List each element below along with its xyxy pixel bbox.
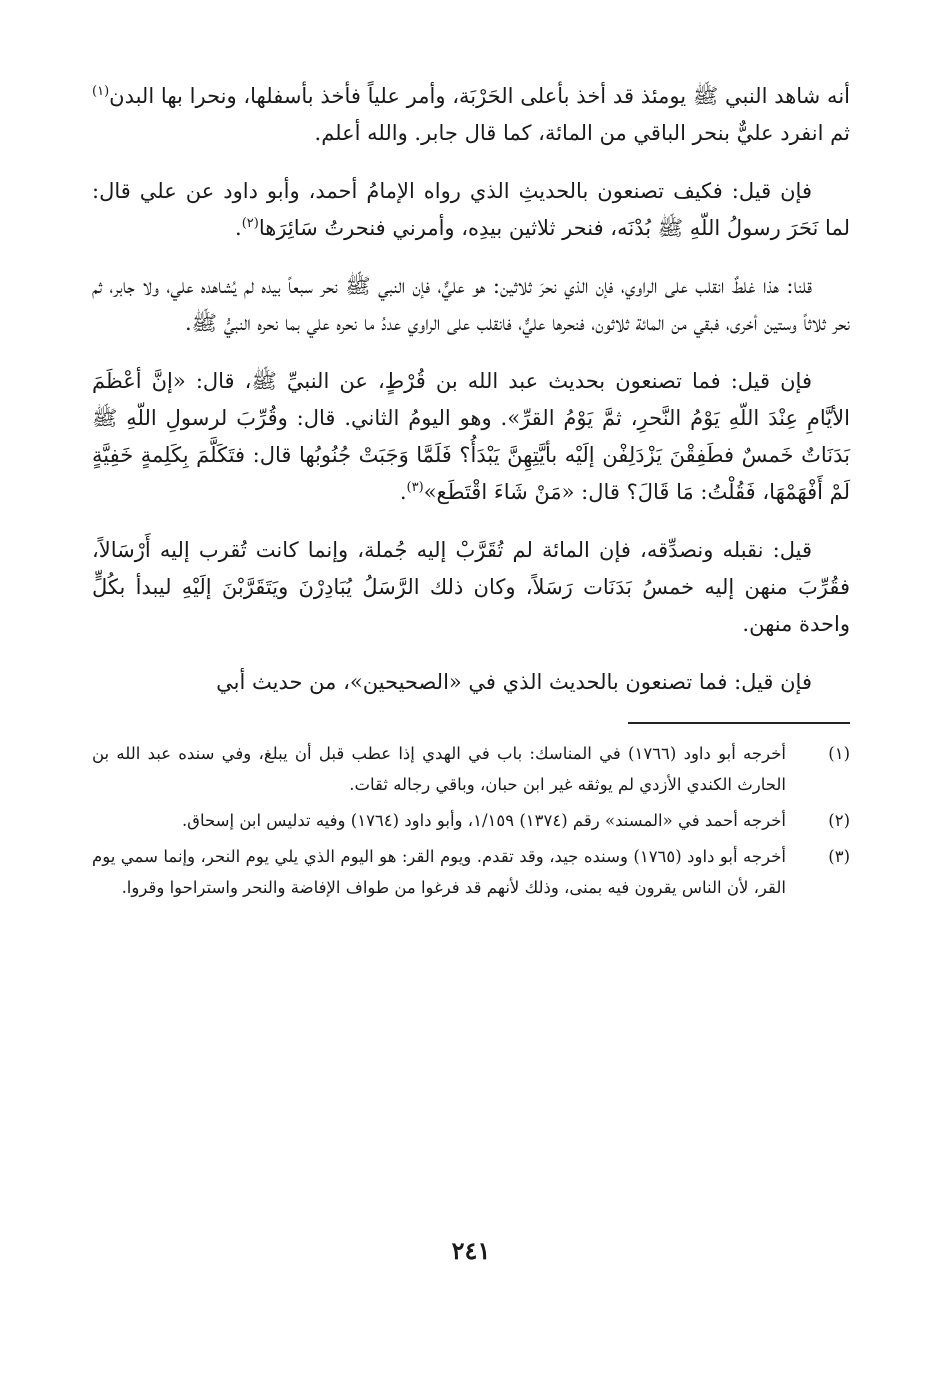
footnote-2 <box>92 805 850 836</box>
page-number: ٢٤١ <box>451 1236 491 1265</box>
footnote-1-text: أخرجه أبو داود (١٧٦٦) في المناسك: باب في الهدي إذا عطب قبل أن يبلغ، وفي سنده عبد الله بن الحارث الكندي الأزدي لم يوثقه غير ابن حبان، وباقي رجاله ثقات. <box>92 744 786 794</box>
footnote-3-number: (٣) <box>828 847 850 866</box>
footnote-1-number: (١) <box>828 744 850 763</box>
paragraph-2-text: فإن قيل: فكيف تصنعون بالحديثِ الذي رواه الإمامُ أحمد، وأبو داود عن علي قال: لما نَحَرَ رسولُ اللّهِ ﷺ بُدْنَه، فنحر ثلاثين بيدِه، وأمرني فنحرتُ سَائِرَها <box>92 179 850 240</box>
paragraph-5 <box>92 532 850 643</box>
paragraph-4-text-after: . <box>399 480 407 504</box>
page-body <box>92 78 850 908</box>
footnote-2-number: (٢) <box>828 811 850 830</box>
paragraph-5-text: قيل: نقبله ونصدِّقه، فإن المائة لم تُقَرَّبْ إليه جُملة، وإنما كانت تُقرب إليه أَرْسَالاً، فقُرِّبَ منهن إليه خمسُ بَدَنَات رَسَلاً، وكان ذلك الرَّسَلُ يُبَادِرْنَ ويَتَقَرَّبْنَ إلَيْهِ ليبدأ بكُلٍّ واحدة منهن. <box>92 538 850 636</box>
footnote-2-text: أخرجه أحمد في «المسند» رقم (١٣٧٤) ١/١٥٩، وأبو داود (١٧٦٤) وفيه تدليس ابن إسحاق. <box>181 811 786 830</box>
paragraph-4 <box>92 363 850 511</box>
paragraph-4-text: فإن قيل: فما تصنعون بحديث عبد الله بن قُرْطٍ، عن النبيِّ ﷺ، قال: «إنَّ أعْظَمَ الأيَّامِ عِنْدَ اللّهِ يَوْمُ النَّحرِ، ثمَّ يَوْمُ القرِّ». وهو اليومُ الثاني. قال: وقُرِّبَ لرسولِ اللّهِ ﷺ بَدَنَاتٌ خَمسٌ فطَفِقْنَ يَزْدَلِفْن إلَيْه بأيَّتِهِنَّ يَبْدَأُ؟ فَلَمَّا وَجَبَتْ جُنُوبُها قال: فتَكَلَّمَ بِكَلِمةٍ خَفِيَّةٍ لَمْ أَفْهَمْهَا، فَقُلْتُ: مَا قَالَ؟ قال: «مَنْ شَاءَ اقْتَطَع» <box>92 369 850 504</box>
paragraph-1 <box>92 78 850 152</box>
paragraph-1-text: أنه شاهد النبي ﷺ يومئذ قد أخذ بأعلى الحَرْبَة، وأمر علياً فأخذ بأسفلها، ونحرا بها البدن <box>109 84 851 108</box>
paragraph-2 <box>92 173 850 247</box>
paragraph-6 <box>92 664 850 701</box>
paragraph-6-text: فإن قيل: فما تصنعون بالحديث الذي في «الصحيحين»، من حديث أبي <box>216 670 812 694</box>
footnote-ref-1[interactable]: (١) <box>92 84 110 99</box>
paragraph-2-text-after: . <box>235 216 242 240</box>
paragraph-3 <box>92 268 850 342</box>
footnote-ref-2[interactable]: (٢) <box>241 216 259 231</box>
footnote-ref-3[interactable]: (٣) <box>406 480 424 495</box>
footnote-3 <box>92 841 850 903</box>
paragraph-1-text-after: ثم انفرد عليٌّ بنحر الباقي من المائة، كما قال جابر. والله أعلم. <box>314 121 850 145</box>
footnote-1 <box>92 738 850 800</box>
footnotes <box>92 738 850 903</box>
footnote-divider <box>628 722 850 724</box>
paragraph-3-text: قلنا: هذا غلطٌ انقلب على الراوي، فإن الذي نحرَ ثلاثين: هو عليٌّ، فإن النبي ﷺ نحر سبعاً بيده لم يُشاهده علي، ولا جابر، ثم نحر ثلاثاً وستين أخرى، فبقي من المائة ثلاثون، فنحرها عليٌّ، فانقلب على الراوي عددُ ما نحره علي بما نحره النبيُّ ﷺ. <box>92 274 850 335</box>
footnote-3-text: أخرجه أبو داود (١٧٦٥) وسنده جيد، وقد تقدم. ويوم القر: هو اليوم الذي يلي يوم النحر، وإنما سمي يوم القر، لأن الناس يقرون فيه بمنى، وذلك لأنهم قد فرغوا من طواف الإفاضة والنحر واستراحوا وقروا. <box>92 847 786 897</box>
